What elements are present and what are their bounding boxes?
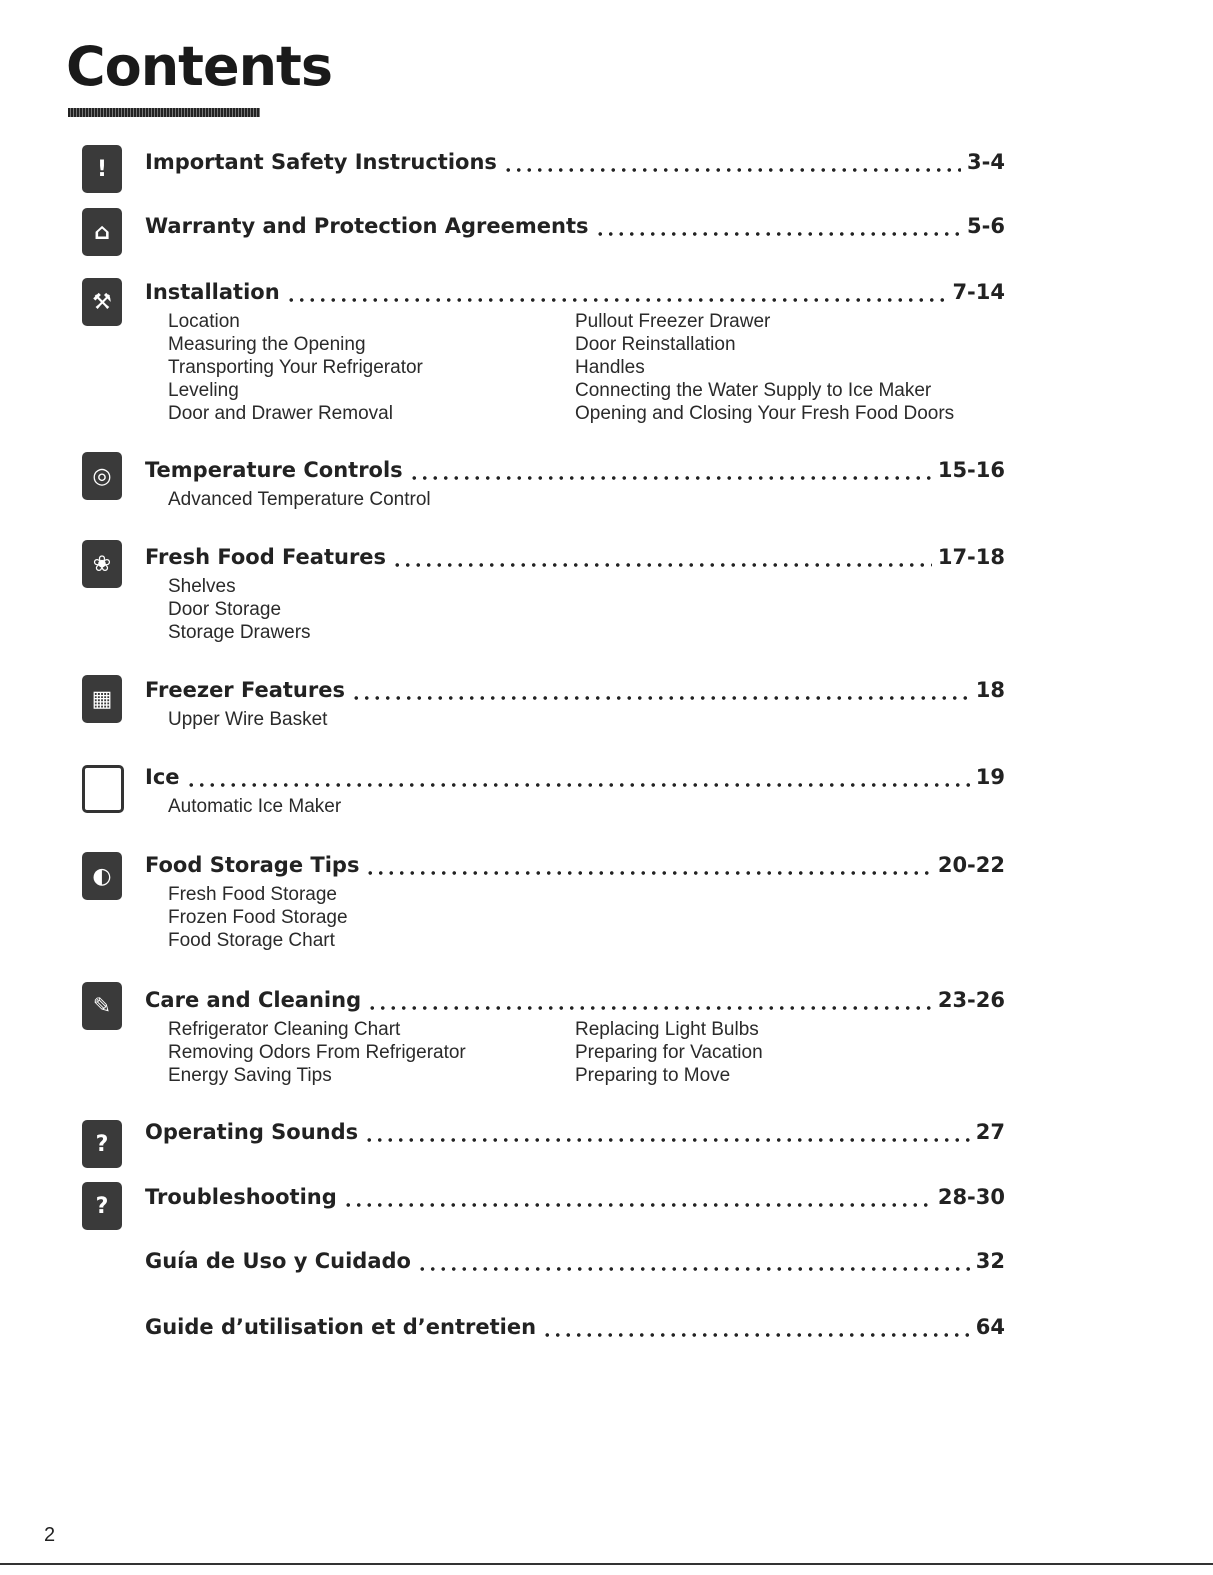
toc-subtopic: Door Storage [168, 599, 282, 620]
dot-leader [392, 562, 932, 568]
toc-entry [145, 678, 1005, 708]
toc-heading: Food Storage Tips [145, 853, 360, 877]
ice-bucket-icon [82, 765, 124, 813]
toc-page-range: 27 [975, 1120, 1005, 1144]
toc-heading: Troubleshooting [145, 1185, 337, 1209]
toc-heading: Fresh Food Features [145, 545, 387, 569]
toc-subtopic: Door Reinstallation [575, 334, 736, 355]
toc-subtopic: Door and Drawer Removal [168, 403, 393, 424]
dot-leader [186, 782, 970, 788]
toc-page-range: 19 [975, 765, 1005, 789]
toc-page-range: 23-26 [937, 988, 1005, 1012]
toc-subtopic: Transporting Your Refrigerator [168, 357, 423, 378]
dot-leader [365, 870, 931, 876]
ear-icon: ? [82, 1120, 122, 1168]
toc-heading: Temperature Controls [145, 458, 403, 482]
toc-entry [145, 1185, 1005, 1215]
toolbox-icon: ⌂ [82, 208, 122, 256]
toc-entry [145, 1120, 1005, 1150]
toc-subtopic: Upper Wire Basket [168, 709, 328, 730]
toc-entry [145, 988, 1005, 1018]
toc-entry [145, 765, 1005, 795]
toc-heading: Installation [145, 280, 280, 304]
toc-page-range: 18 [975, 678, 1005, 702]
toc-entry [145, 280, 1005, 310]
dot-leader [542, 1332, 970, 1338]
toc-page-range: 64 [975, 1315, 1005, 1339]
toc-subtopic: Preparing to Move [575, 1065, 731, 1086]
food-storage-icon: ◐ [82, 852, 122, 900]
dial-icon: ◎ [82, 452, 122, 500]
toc-subtopic: Fresh Food Storage [168, 884, 337, 905]
toc-page-range: 28-30 [937, 1185, 1005, 1209]
toc-entry [145, 1315, 1005, 1345]
bottom-rule [0, 1563, 1213, 1565]
page-number: 2 [44, 1524, 56, 1546]
dot-leader [286, 297, 947, 303]
dot-leader [417, 1266, 970, 1272]
fresh-food-icon: ❀ [82, 540, 122, 588]
toc-subtopic: Refrigerator Cleaning Chart [168, 1019, 401, 1040]
toc-heading: Important Safety Instructions [145, 150, 497, 174]
cleaning-icon: ✎ [82, 982, 122, 1030]
toc-page-range: 7-14 [952, 280, 1005, 304]
toc-heading: Freezer Features [145, 678, 345, 702]
toc-entry [145, 1249, 1005, 1279]
dot-leader [364, 1137, 970, 1143]
dot-leader [503, 167, 961, 173]
toc-entry [145, 853, 1005, 883]
toc-heading: Operating Sounds [145, 1120, 359, 1144]
dot-leader [351, 695, 970, 701]
freezer-icon: ▦ [82, 675, 122, 723]
toc-subtopic: Removing Odors From Refrigerator [168, 1042, 466, 1063]
dot-leader [343, 1202, 932, 1208]
toc-subtopic: Leveling [168, 380, 239, 401]
toc-entry [145, 150, 1005, 180]
toc-subtopic: Handles [575, 357, 645, 378]
question-icon: ? [82, 1182, 122, 1230]
toc-subtopic: Preparing for Vacation [575, 1042, 763, 1063]
toc-page-range: 17-18 [937, 545, 1005, 569]
toc-subtopic: Location [168, 311, 240, 332]
toc-page-range: 5-6 [967, 214, 1005, 238]
toc-page-range: 20-22 [937, 853, 1005, 877]
toc-subtopic: Pullout Freezer Drawer [575, 311, 771, 332]
toc-subtopic: Advanced Temperature Control [168, 489, 431, 510]
toc-subtopic: Food Storage Chart [168, 930, 335, 951]
toc-entry [145, 214, 1005, 244]
toc-heading: Guide d’utilisation et d’entretien [145, 1315, 537, 1339]
dot-leader [409, 475, 932, 481]
toc-subtopic: Automatic Ice Maker [168, 796, 342, 817]
toc-page-range: 15-16 [937, 458, 1005, 482]
toc-heading: Guía de Uso y Cuidado [145, 1249, 411, 1273]
toc-subtopic: Shelves [168, 576, 236, 597]
dot-leader [595, 231, 962, 237]
wrench-icon: ⚒ [82, 278, 122, 326]
toc-page-range: 3-4 [967, 150, 1005, 174]
toc-heading: Ice [145, 765, 180, 789]
toc-heading: Warranty and Protection Agreements [145, 214, 589, 238]
dot-leader [367, 1005, 932, 1011]
toc-heading: Care and Cleaning [145, 988, 362, 1012]
toc-entry [145, 458, 1005, 488]
toc-subtopic: Storage Drawers [168, 622, 311, 643]
page-title: Contents [66, 35, 333, 98]
toc-subtopic: Connecting the Water Supply to Ice Maker [575, 380, 932, 401]
toc-entry [145, 545, 1005, 575]
toc-page-range: 32 [975, 1249, 1005, 1273]
title-underline [68, 108, 260, 117]
warning-icon: ! [82, 145, 122, 193]
toc-subtopic: Opening and Closing Your Fresh Food Doors [575, 403, 955, 424]
toc-subtopic: Energy Saving Tips [168, 1065, 332, 1086]
toc-subtopic: Measuring the Opening [168, 334, 366, 355]
toc-subtopic: Replacing Light Bulbs [575, 1019, 759, 1040]
toc-subtopic: Frozen Food Storage [168, 907, 348, 928]
